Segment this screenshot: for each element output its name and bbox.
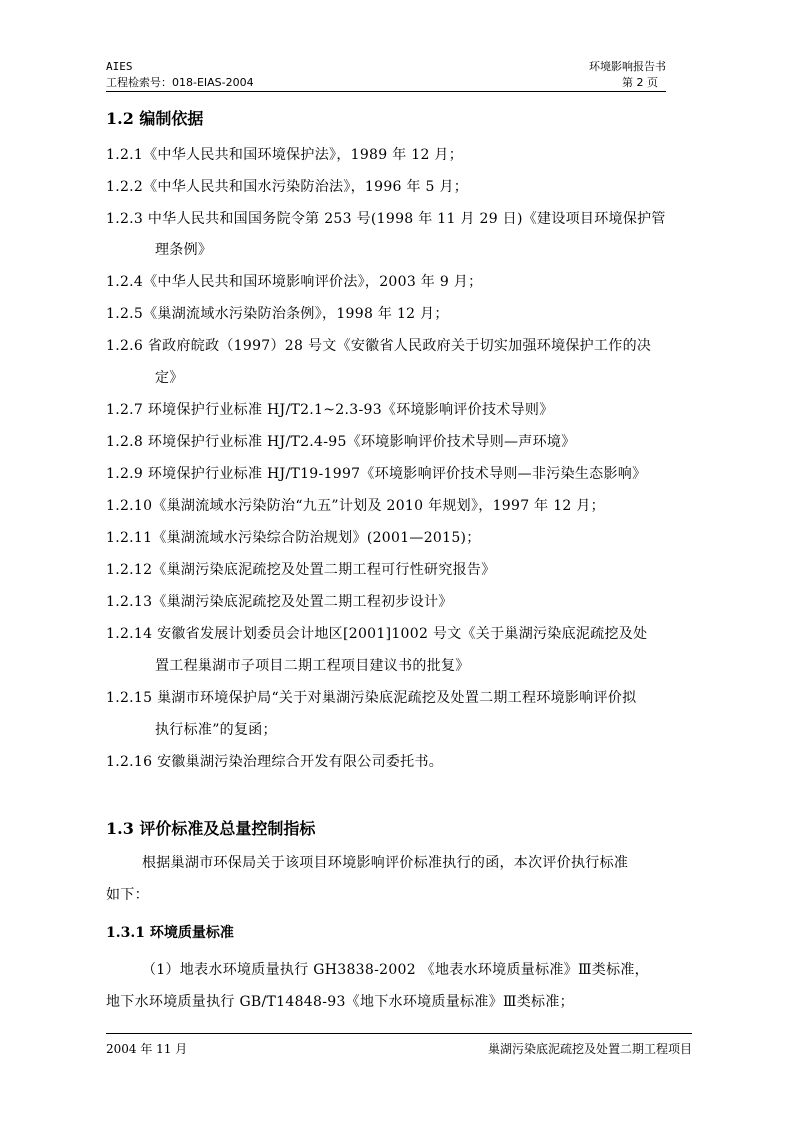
- list-item: 1.2.16 安徽巢湖污染治理综合开发有限公司委托书。: [106, 754, 444, 770]
- header-org: AIES: [106, 60, 133, 73]
- list-item: 1.2.14 安徽省发展计划委员会计地区[2001]1002 号文《关于巢湖污染底泥疏挖及处: [106, 626, 648, 642]
- list-item: 1.2.2《中华人民共和国水污染防治法》，1996 年 5 月；: [106, 179, 469, 195]
- list-item: 1.2.11《巢湖流域水污染综合防治规划》(2001—2015)；: [106, 530, 481, 546]
- intro-paragraph: 根据巢湖市环保局关于该项目环境影响评价标准执行的函，本次评价执行标准: [142, 855, 629, 871]
- list-item: 1.2.10《巢湖流域水污染防治“九五”计划及 2010 年规划》，1997 年 12 月；: [106, 498, 605, 514]
- footer-project: 巢湖污染底泥疏挖及处置二期工程项目: [487, 1042, 692, 1056]
- list-item-continuation: 执行标准”的复函；: [155, 722, 277, 738]
- section-1-2-heading: 1.2 编制依据: [106, 109, 204, 128]
- list-item: 1.2.4《中华人民共和国环境影响评价法》，2003 年 9 月；: [106, 274, 483, 290]
- section-1-3-1-heading: 1.3.1 环境质量标准: [106, 925, 234, 941]
- section-1-3-heading: 1.3 评价标准及总量控制指标: [106, 819, 316, 838]
- list-item: 1.2.6 省政府皖政（1997）28 号文《安徽省人民政府关于切实加强环境保护工作的决: [106, 338, 652, 354]
- list-item-continuation: 置工程巢湖市子项目二期工程项目建议书的批复》: [155, 658, 470, 674]
- list-item: 1.2.3 中华人民共和国国务院令第 253 号(1998 年 11 月 29 日)《建设项目环境保护管: [106, 211, 666, 227]
- list-item: 1.2.7 环境保护行业标准 HJ/T2.1~2.3-93《环境影响评价技术导则》: [106, 402, 554, 418]
- list-item: 1.2.1《中华人民共和国环境保护法》，1989 年 12 月；: [106, 147, 464, 163]
- standards-paragraph-continuation: 地下水环境质量执行 GB/T14848-93《地下水环境质量标准》Ⅲ类标准；: [106, 994, 574, 1010]
- header-page-number: 第 2 页: [622, 76, 658, 89]
- standards-paragraph: （1）地表水环境质量执行 GH3838-2002 《地表水环境质量标准》Ⅲ类标准，: [142, 962, 649, 978]
- list-item-continuation: 理条例》: [155, 242, 213, 258]
- header-file-number: 工程检索号：018-EIAS-2004: [106, 76, 254, 89]
- list-item: 1.2.13《巢湖污染底泥疏挖及处置二期工程初步设计》: [106, 594, 453, 610]
- list-item: 1.2.12《巢湖污染底泥疏挖及处置二期工程可行性研究报告》: [106, 562, 496, 578]
- list-item: 1.2.15 巢湖市环境保护局“关于对巢湖污染底泥疏挖及处置二期工程环境影响评价拟: [106, 690, 637, 706]
- header-rule: [106, 91, 666, 92]
- list-item: 1.2.9 环境保护行业标准 HJ/T19-1997《环境影响评价技术导则—非污染生态影响》: [106, 466, 647, 482]
- list-item: 1.2.5《巢湖流域水污染防治条例》，1998 年 12 月；: [106, 306, 449, 322]
- footer-date: 2004 年 11 月: [106, 1042, 188, 1056]
- header-doc-type: 环境影响报告书: [589, 60, 666, 73]
- list-item-continuation: 定》: [155, 370, 184, 386]
- footer-rule: [106, 1033, 692, 1034]
- intro-paragraph-continuation: 如下：: [106, 887, 149, 903]
- list-item: 1.2.8 环境保护行业标准 HJ/T2.4-95《环境影响评价技术导则—声环境》: [106, 434, 576, 450]
